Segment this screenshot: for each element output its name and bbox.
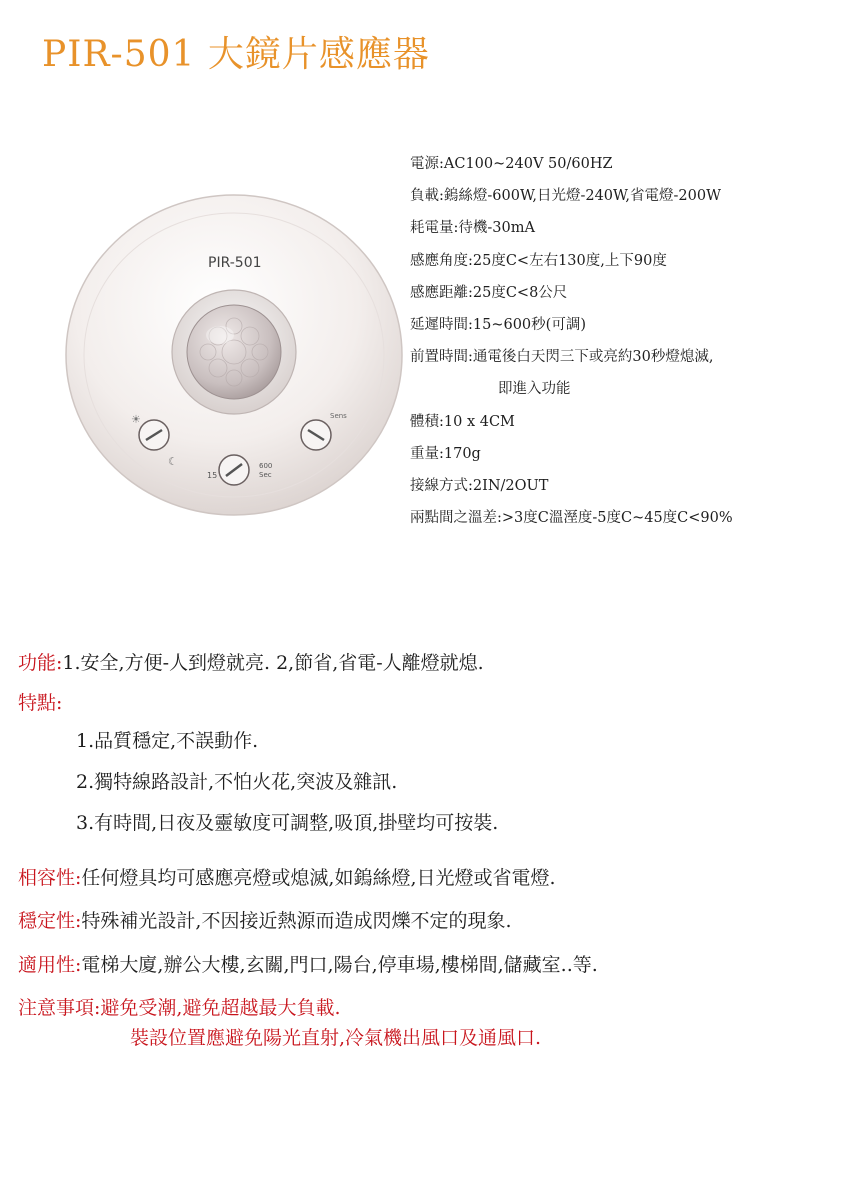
applicability-text: 電梯大廈,辦公大樓,玄關,門口,陽台,停車場,樓梯間,儲藏室..等. [81, 954, 598, 976]
spec-size: 體積:10 x 4CM [410, 413, 515, 430]
feature-item: 3.有時間,日夜及靈敏度可調整,吸頂,掛壁均可按裝. [76, 812, 499, 834]
spec-list [410, 148, 733, 534]
applicability-line [18, 950, 598, 977]
spec-angle: 感應角度:25度C<左右130度,上下90度 [410, 252, 667, 269]
spec-distance: 感應距離:25度C<8公尺 [410, 284, 568, 301]
moon-icon: ☾ [168, 455, 178, 468]
product-photo [58, 130, 408, 530]
spec-warmup: 前置時間:通電後白天閃三下或亮約30秒燈熄滅, [410, 349, 714, 366]
spec-load: 負載:鎢絲燈-600W,日光燈-240W,省電燈-200W [410, 188, 721, 205]
notes-line-2: 裝設位置應避免陽光直射,冷氣機出風口及通風口. [130, 1027, 542, 1049]
spec-delay: 延遲時間:15~600秒(可調) [410, 317, 586, 334]
sun-icon: ☀ [131, 413, 141, 426]
stability-text: 特殊補光設計,不因接近熱源而造成閃爍不定的現象. [81, 910, 512, 932]
notes-line [18, 993, 341, 1020]
applicability-label: 適用性: [18, 954, 82, 976]
sens-label: Sens [330, 412, 347, 420]
time-max-label: 600 [259, 462, 273, 470]
spec-warmup-cont: 即進入功能 [498, 381, 571, 398]
compatibility-label: 相容性: [18, 867, 82, 889]
time-min-label: 15 [207, 471, 218, 480]
notes-line-1: 避免受潮,避免超越最大負載. [100, 997, 341, 1019]
sensitivity-knob[interactable] [301, 420, 331, 450]
function-line [18, 648, 484, 675]
time-unit-label: Sec [259, 471, 272, 479]
spec-temperature: 兩點間之溫差:>3度C溫溼度-5度C~45度C<90% [410, 510, 733, 527]
features-heading [18, 688, 62, 715]
daylight-knob[interactable] [139, 420, 169, 450]
spec-power: 電源:AC100~240V 50/60HZ [410, 156, 613, 172]
stability-line [18, 906, 512, 933]
feature-item: 2.獨特線路設計,不怕火花,突波及雜訊. [76, 771, 398, 793]
notes-label: 注意事項: [18, 997, 101, 1019]
spec-wiring: 接線方式:2IN/2OUT [410, 478, 549, 495]
photo-model-label: PIR-501 [208, 255, 262, 271]
compatibility-line [18, 863, 556, 890]
function-label: 功能: [18, 652, 63, 674]
feature-item: 1.品質穩定,不誤動作. [76, 730, 259, 752]
features-label: 特點: [18, 692, 63, 714]
function-text: 1.安全,方便-人到燈就亮. 2,節省,省電-人離燈就熄. [62, 652, 484, 674]
spec-consumption: 耗電量:待機-30mA [410, 220, 535, 237]
time-knob[interactable] [219, 455, 249, 485]
stability-label: 穩定性: [18, 910, 82, 932]
spec-weight: 重量:170g [410, 445, 481, 462]
page-title: PIR-501 大鏡片感應器 [42, 34, 430, 75]
compatibility-text: 任何燈具均可感應亮燈或熄滅,如鎢絲燈,日光燈或省電燈. [81, 867, 556, 889]
